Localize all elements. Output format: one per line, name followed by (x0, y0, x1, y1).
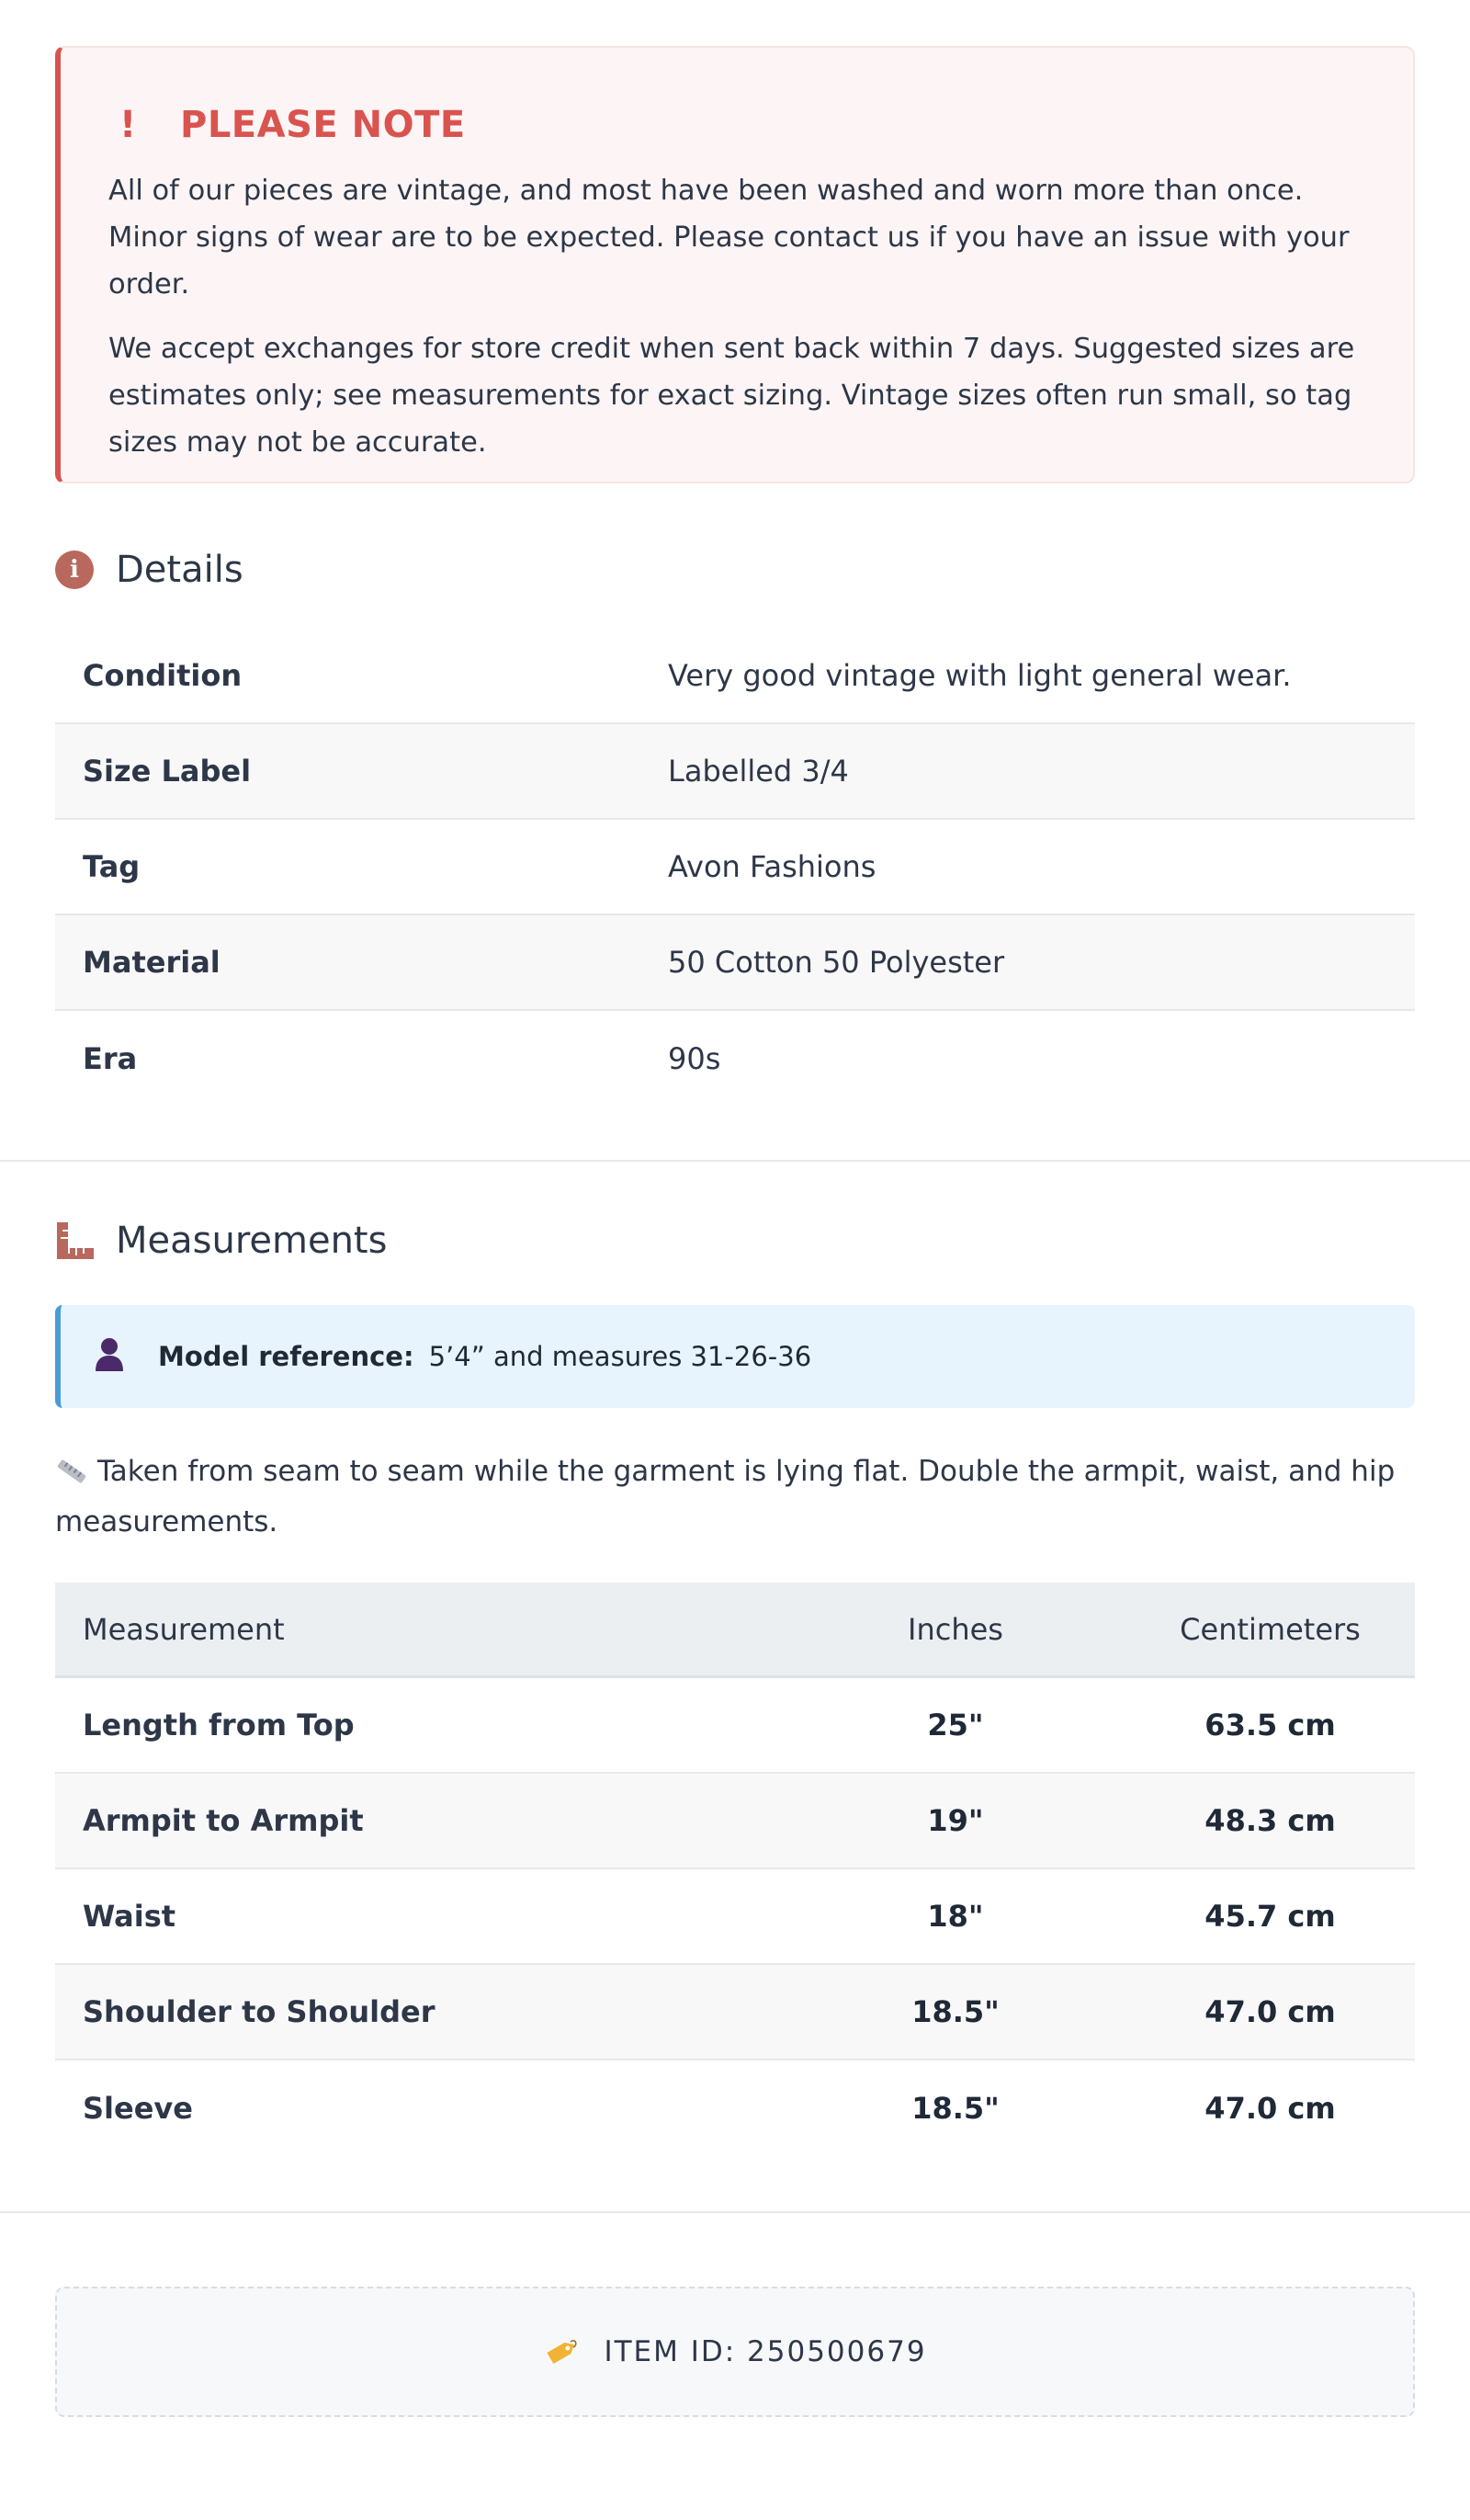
please-note-box (55, 46, 1415, 483)
details-row (55, 915, 1415, 1011)
notice-paragraph: We accept exchanges for store credit when sent back within 7 days. Suggested sizes are estimates only; see measurements for exact sizing. Vintage sizes often run small, so tag sizes may not be accurate. (108, 333, 1355, 459)
measurement-cm: 63.5 cm (1204, 1708, 1336, 1742)
measurement-note-text: Taken from seam to seam while the garment is lying flat. Double the armpit, waist, and hip measurements. (55, 1455, 1396, 1538)
table-row (55, 2060, 1415, 2156)
table-header (55, 1583, 1415, 1678)
measurement-cm: 47.0 cm (1204, 2091, 1336, 2126)
model-reference-value: 5’4” and measures 31-26-36 (428, 1341, 812, 1372)
notice-paragraph: All of our pieces are vintage, and most have been washed and worn more than once. Minor signs of wear are to be expected. Please contact us if you have an issue with your order. (108, 175, 1350, 301)
details-label: Size Label (83, 754, 252, 789)
measurement-inches: 18.5" (911, 1994, 1000, 2029)
details-row (55, 724, 1415, 820)
table-row (55, 1965, 1415, 2060)
details-row (55, 629, 1415, 724)
measurement-inches: 25" (927, 1708, 984, 1742)
details-label: Era (83, 1041, 138, 1076)
measurement-inches: 18" (927, 1899, 984, 1934)
measurement-inches: 18.5" (911, 2091, 1000, 2126)
details-label: Condition (83, 658, 243, 693)
measurement-inches: 19" (927, 1803, 984, 1838)
details-value: 90s (668, 1041, 721, 1076)
person-icon (94, 1336, 158, 1378)
info-icon: i (55, 551, 116, 589)
measurement-name: Length from Top (83, 1708, 355, 1742)
measurement-note (55, 1448, 1415, 1546)
details-table (55, 629, 1415, 1107)
measurements-title: Measurements (116, 1220, 388, 1262)
details-value: 50 Cotton 50 Polyester (668, 945, 1005, 980)
details-row (55, 820, 1415, 915)
notice-title: PLEASE NOTE (180, 104, 466, 146)
measurement-cm: 48.3 cm (1204, 1803, 1336, 1838)
details-row (55, 1011, 1415, 1107)
details-label: Tag (83, 849, 141, 884)
notice-header (108, 101, 1365, 149)
ruler-icon (55, 1452, 88, 1499)
details-title: Details (116, 549, 243, 591)
measurement-name: Armpit to Armpit (83, 1803, 364, 1838)
section-divider (0, 1160, 1470, 1162)
item-id-label: ITEM ID: 250500679 (604, 2335, 927, 2368)
model-reference-box (55, 1305, 1415, 1408)
details-header (55, 542, 1415, 597)
ruler-icon (55, 1220, 116, 1261)
measurement-name: Sleeve (83, 2091, 193, 2126)
measurement-cm: 47.0 cm (1204, 1994, 1336, 2029)
column-header: Measurement (83, 1611, 285, 1647)
column-header: Inches (908, 1611, 1003, 1647)
measurement-cm: 45.7 cm (1204, 1899, 1336, 1934)
exclamation-icon: ! (119, 104, 137, 146)
model-reference-label: Model reference: (158, 1341, 414, 1372)
column-header: Centimeters (1180, 1611, 1361, 1647)
measurement-name: Waist (83, 1899, 176, 1934)
measurement-name: Shoulder to Shoulder (83, 1994, 435, 2029)
table-row (55, 1774, 1415, 1869)
details-value: Labelled 3/4 (668, 754, 849, 789)
details-value: Avon Fashions (668, 849, 876, 884)
details-label: Material (83, 945, 220, 980)
section-divider (0, 2211, 1470, 2213)
item-id-box (55, 2287, 1415, 2417)
table-row (55, 1869, 1415, 1965)
tag-icon (543, 2336, 580, 2367)
measurements-table (55, 1583, 1415, 2156)
table-row (55, 1678, 1415, 1774)
details-value: Very good vintage with light general wear. (668, 658, 1292, 693)
measurements-header (55, 1213, 1415, 1268)
